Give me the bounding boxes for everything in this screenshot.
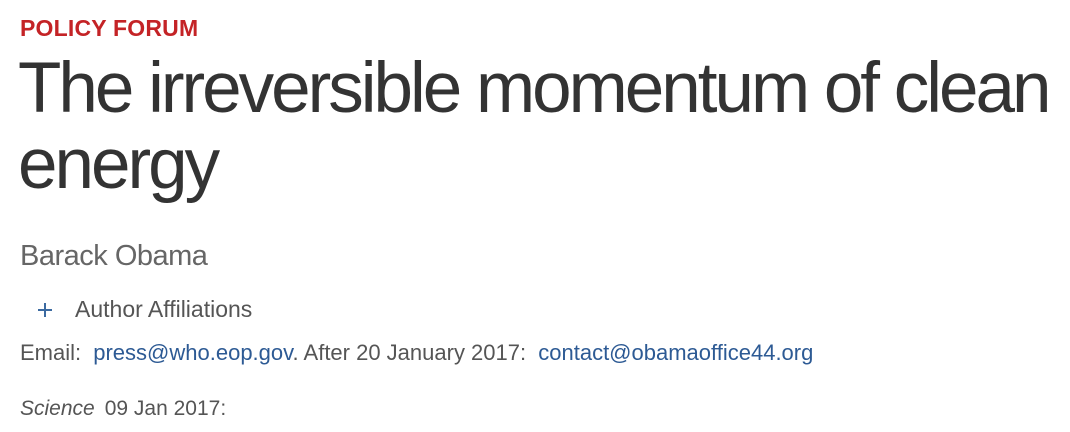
author-affiliations-label[interactable]: Author Affiliations	[75, 296, 253, 322]
email-link-secondary[interactable]: contact@obamaoffice44.org	[538, 340, 814, 365]
author-name[interactable]: Barack Obama	[20, 240, 208, 272]
email-link-primary[interactable]: press@who.eop.gov	[93, 340, 293, 365]
email-label: Email:	[20, 340, 82, 365]
citation-line	[20, 397, 226, 421]
plus-icon[interactable]	[36, 301, 54, 319]
section-label[interactable]: POLICY FORUM	[20, 15, 199, 41]
author-affiliations-toggle[interactable]	[36, 296, 252, 323]
email-line	[20, 340, 813, 366]
article-title: The irreversible momentum of clean energy	[18, 49, 1049, 204]
email-separator-text: . After 20 January 2017:	[292, 340, 527, 365]
journal-name: Science	[20, 397, 95, 420]
publication-date: 09 Jan 2017:	[104, 397, 227, 420]
